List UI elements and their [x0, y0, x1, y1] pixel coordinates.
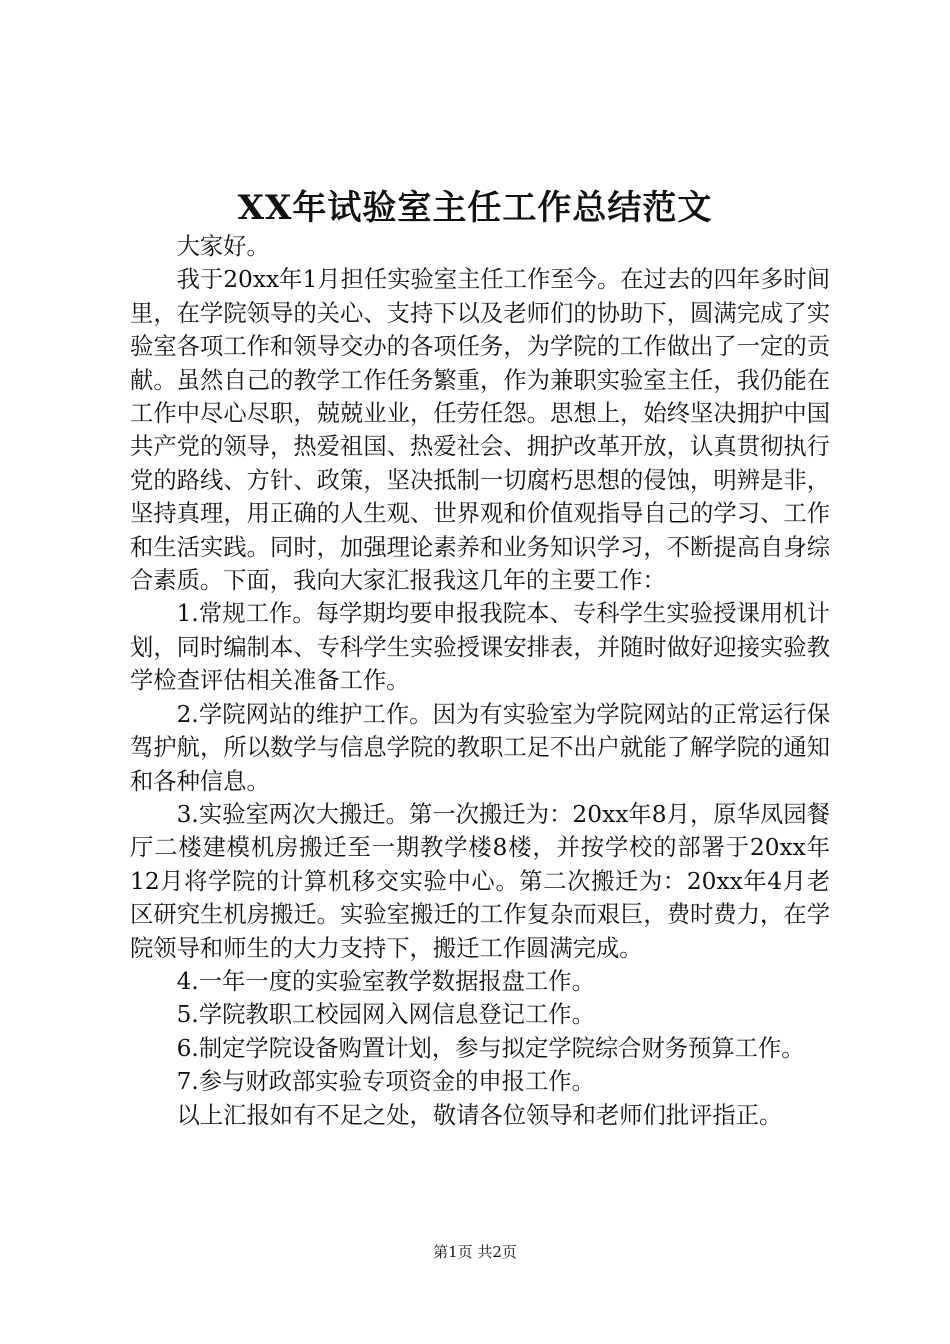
- paragraph-item-3: 3.实验室两次大搬迁。第一次搬迁为：20xx年8月，原华凤园餐厅二楼建模机房搬迁至一期教学楼8楼，并按学校的部署于20xx年12月将学院的计算机移交实验中心。第二次搬迁为：20xx年4月老区研究生机房搬迁。实验室搬迁的工作复杂而艰巨，费时费力，在学院领导和师生的大力支持下，搬迁工作圆满完成。: [130, 800, 830, 962]
- paragraph-item-1: 1.常规工作。每学期均要申报我院本、专科学生实验授课用机计划，同时编制本、专科学生实验授课安排表，并随时做好迎接实验教学检查评估相关准备工作。: [130, 600, 830, 695]
- paragraph-item-5: 5.学院教职工校园网入网信息登记工作。: [176, 1001, 595, 1029]
- page-number-footer: 第1页 共2页: [433, 1243, 517, 1261]
- paragraph-item-6: 6.制定学院设备购置计划，参与拟定学院综合财务预算工作。: [176, 1034, 805, 1062]
- paragraph-intro: 我于20xx年1月担任实验室主任工作至今。在过去的四年多时间里，在学院领导的关心、支持下以及老师们的协助下，圆满完成了实验室各项工作和领导交办的各项任务，为学院的工作做出了一定的贡献。虽然自己的教学工作任务繁重，作为兼职实验室主任，我仍能在工作中尽心尽职，兢兢业业，任劳任怨。思想上，始终坚决拥护中国共产党的领导，热爱祖国、热爱社会、拥护改革开放，认真贯彻执行党的路线、方针、政策，坚决抵制一切腐朽思想的侵蚀，明辨是非，坚持真理，用正确的人生观、世界观和价值观指导自己的学习、工作和生活实践。同时，加强理论素养和业务知识学习，不断提高自身综合素质。下面，我向大家汇报我这几年的主要工作：: [130, 266, 830, 595]
- paragraph-item-4: 4.一年一度的实验室教学数据报盘工作。: [176, 967, 595, 995]
- paragraph-greeting: 大家好。: [176, 233, 270, 260]
- paragraph-item-2: 2.学院网站的维护工作。因为有实验室为学院网站的正常运行保驾护航，所以数学与信息学院的教职工足不出户就能了解学院的通知和各种信息。: [130, 700, 830, 795]
- document-body: [130, 230, 830, 1132]
- document-title: XX年试验室主任工作总结范文: [237, 188, 713, 228]
- paragraph-closing: 以上汇报如有不足之处，敬请各位领导和老师们批评指正。: [176, 1101, 783, 1129]
- paragraph-item-7: 7.参与财政部实验专项资金的申报工作。: [176, 1068, 595, 1096]
